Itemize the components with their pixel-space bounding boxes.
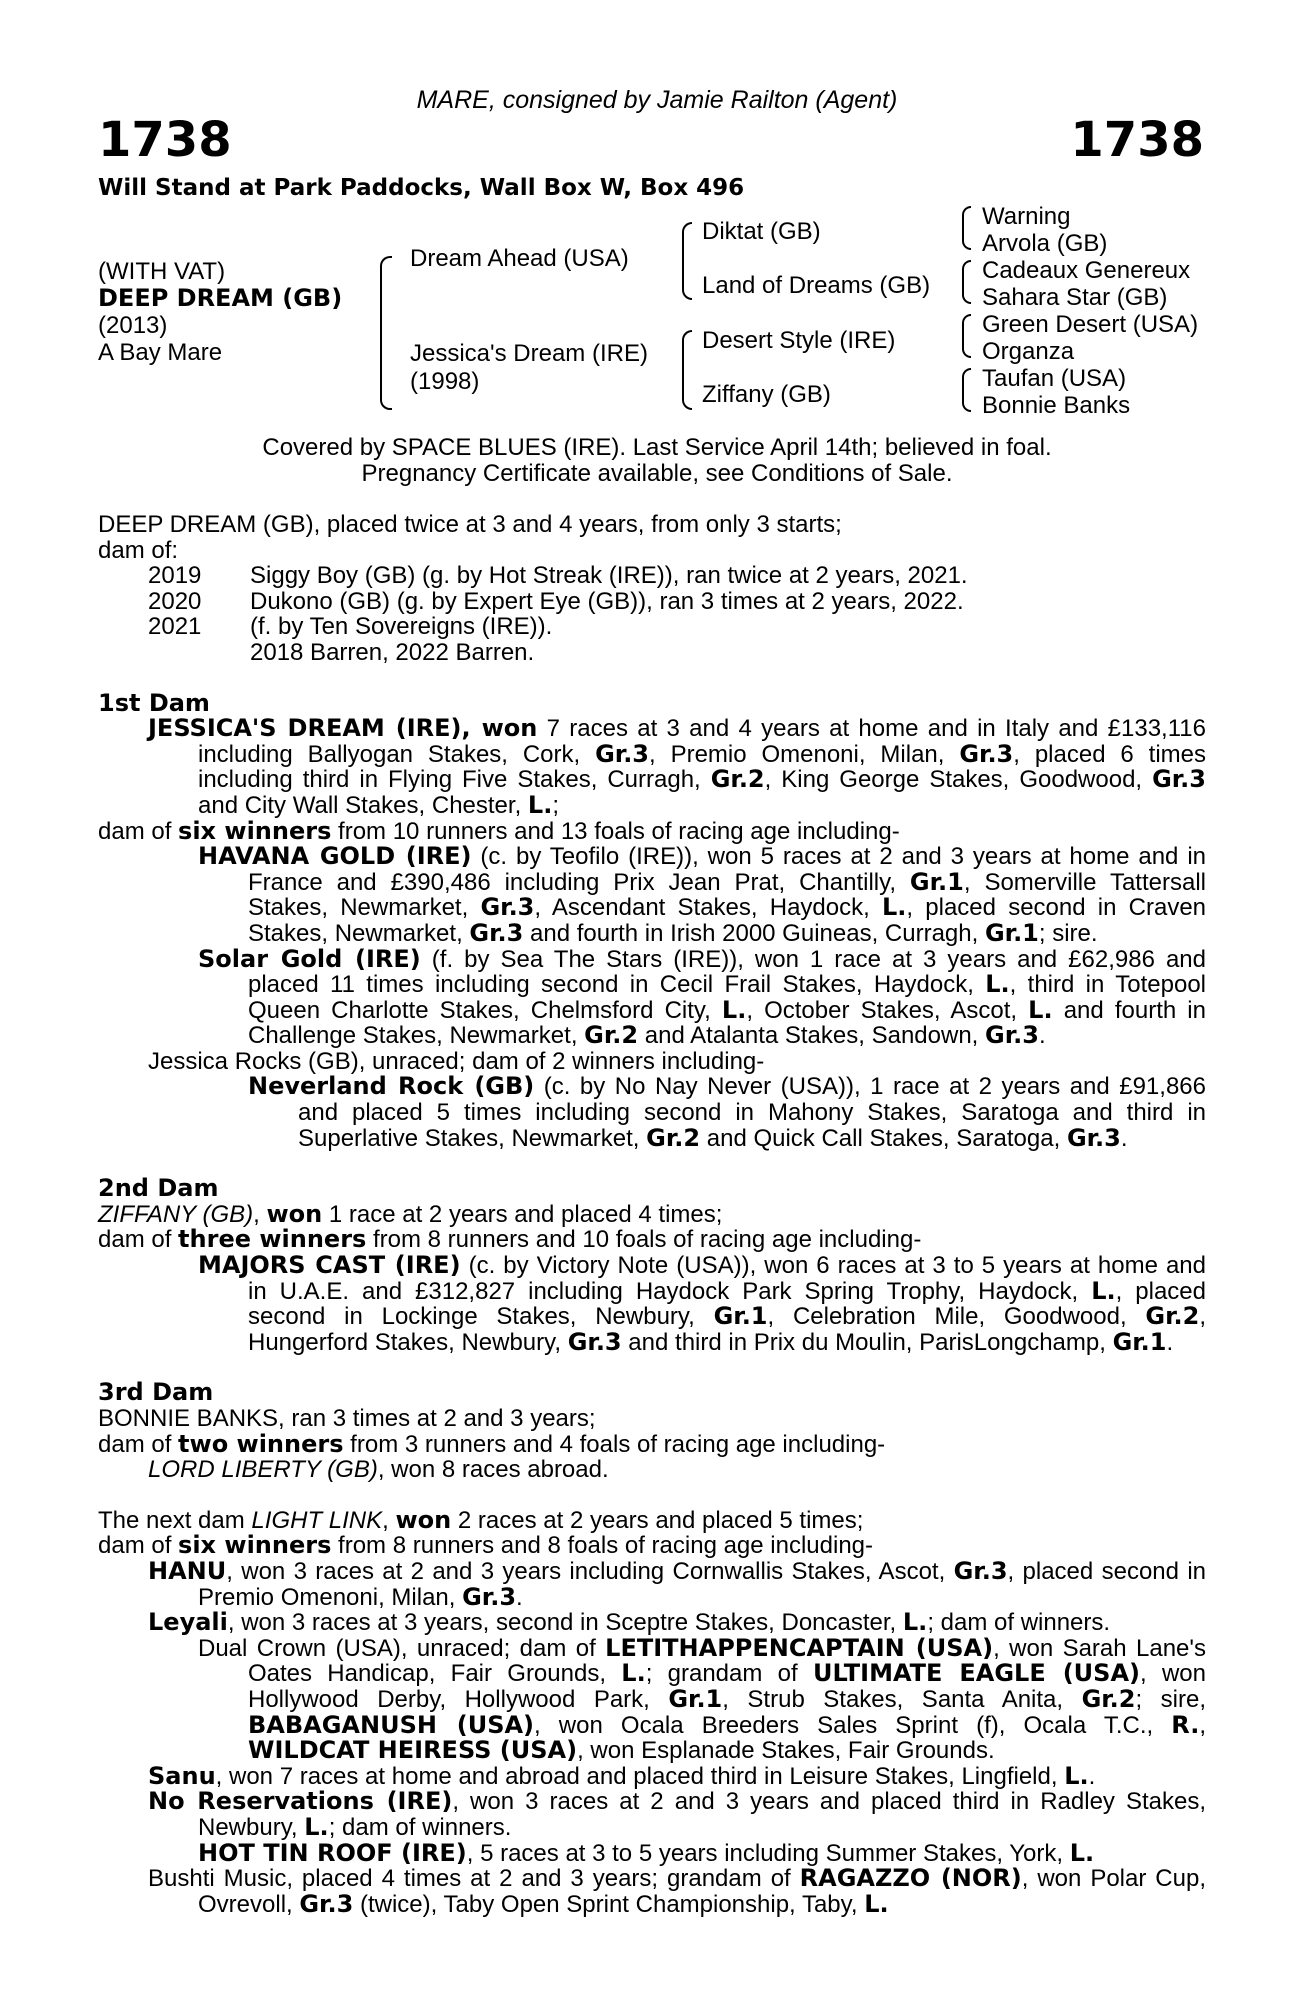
brace-gen3-2 — [962, 260, 971, 304]
produce-year: 2021 — [148, 613, 202, 641]
brace-gen1 — [380, 256, 392, 410]
first-dam-record: JESSICA'S DREAM (IRE), won 7 races at 3 and 4 years at home and in Italy and £133,116 including Ballyogan Stakes, Cork, Gr.3, Premio Omenoni, Milan, Gr.3, placed 6 times including third in Flying Five Stakes, Curragh, Gr.2, King George Stakes, Goodwood, Gr.3 and City Wall Stakes, Chester, L.; — [148, 714, 1206, 819]
second-dam-record: ZIFFANY (GB), won 1 race at 2 years and placed 4 times; — [98, 1199, 723, 1228]
brace-gen2-top — [682, 222, 692, 300]
produce-hot-tin-roof: HOT TIN ROOF (IRE), 5 races at 3 to 5 years including Summer Stakes, York, L. — [198, 1838, 1095, 1867]
g3-1: Warning — [982, 203, 1071, 230]
brace-gen3-1 — [962, 206, 971, 250]
covered-note — [0, 435, 1314, 487]
horse-description: A Bay Mare — [98, 339, 223, 366]
dam-year: (1998) — [410, 368, 480, 395]
g3-4: Sahara Star (GB) — [982, 284, 1168, 311]
produce-text: 2018 Barren, 2022 Barren. — [250, 638, 535, 666]
produce-year — [148, 640, 250, 666]
produce-solar-gold: Solar Gold (IRE) (f. by Sea The Stars (IRE)), won 1 race at 3 years and £62,986 and placed 11 times including second in Cecil Frail Stakes, Haydock, L., third in Totepool Queen Charlotte Stakes, Chelmsford City, L., October Stakes, Ascot, L. and fourth in Challenge Stakes, Newmarket, Gr.2 and Atalanta Stakes, Sandown, Gr.3. — [198, 944, 1207, 1050]
sire-name: Dream Ahead (USA) — [410, 245, 629, 272]
produce-havana-gold: HAVANA GOLD (IRE) (c. by Teofilo (IRE)), won 5 races at 2 and 3 years at home and in France and £390,486 including Prix Jean Prat, Chantilly, Gr.1, Somerville Tattersall Stakes, Newmarket, Gr.3, Ascendant Stakes, Haydock, L., placed second in Craven Stakes, Newmarket, Gr.3 and fourth in Irish 2000 Guineas, Curragh, Gr.1; sire. — [198, 842, 1207, 947]
g3-7: Taufan (USA) — [982, 365, 1127, 392]
dam-name: Jessica's Dream (IRE) — [410, 340, 648, 367]
next-dam-record: The next dam LIGHT LINK, won 2 races at 2 years and placed 5 times; — [98, 1505, 864, 1534]
catalogue-body — [98, 512, 1206, 1917]
produce-lord-liberty: LORD LIBERTY (GB), won 8 races abroad. — [148, 1456, 609, 1484]
third-dam-record: BONNIE BANKS, ran 3 times at 2 and 3 years; — [98, 1405, 596, 1432]
produce-text: Siggy Boy (GB) (g. by Hot Streak (IRE)), ran twice at 2 years, 2021. — [250, 562, 968, 590]
produce-text: Dukono (GB) (g. by Expert Eye (GB)), ran 3 times at 2 years, 2022. — [250, 587, 964, 615]
lot-number-left: 1738 — [98, 112, 232, 168]
second-dam-heading: 2nd Dam — [98, 1174, 219, 1203]
produce-majors-cast: MAJORS CAST (IRE) (c. by Victory Note (USA)), won 6 races at 3 to 5 years at home and in U.A.E. and £312,827 including Haydock Park Spring Trophy, Haydock, L., placed second in Lockinge Stakes, Newbury, Gr.1, Celebration Mile, Goodwood, Gr.2, Hungerford Stakes, Newbury, Gr.3 and third in Prix du Moulin, ParisLongchamp, Gr.1. — [198, 1251, 1207, 1356]
sire-dam: Land of Dreams (GB) — [702, 272, 931, 299]
brace-gen3-3 — [962, 314, 971, 358]
g3-3: Cadeaux Genereux — [982, 257, 1191, 284]
produce-hanu: HANU, won 3 races at 2 and 3 years including Cornwallis Stakes, Ascot, Gr.3, placed second in Premio Omenoni, Milan, Gr.3. — [148, 1556, 1206, 1611]
g3-6: Organza — [982, 338, 1075, 365]
produce-leyali: Leyali, won 3 races at 3 years, second in Sceptre Stakes, Doncaster, L.; dam of winners. — [148, 1608, 1111, 1637]
produce-sanu: Sanu, won 7 races at home and abroad and placed third in Leisure Stakes, Lingfield, L.. — [148, 1761, 1096, 1790]
first-dam-produce-summary: dam of six winners from 10 runners and 13 foals of racing age including- — [98, 816, 900, 845]
covered-line-1: Covered by SPACE BLUES (IRE). Last Service April 14th; believed in foal. — [262, 434, 1052, 461]
produce-row — [98, 563, 1206, 589]
brace-gen3-4 — [962, 368, 971, 412]
produce-jessica-rocks: Jessica Rocks (GB), unraced; dam of 2 winners including- — [148, 1047, 765, 1075]
next-dam-produce-summary: dam of six winners from 8 runners and 8 foals of racing age including- — [98, 1531, 874, 1560]
consignor-line: MARE, consigned by Jamie Railton (Agent) — [416, 86, 898, 114]
horse-year: (2013) — [98, 312, 168, 339]
third-dam-heading: 3rd Dam — [98, 1378, 214, 1407]
produce-bushti-music: Bushti Music, placed 4 times at 2 and 3 years; grandam of RAGAZZO (NOR), won Polar Cup, Ovrevoll, Gr.3 (twice), Taby Open Sprint Championship, Taby, L. — [148, 1864, 1206, 1918]
vat-note: (WITH VAT) — [98, 258, 226, 285]
first-dam-heading: 1st Dam — [98, 688, 210, 717]
third-dam-produce-summary: dam of two winners from 3 runners and 4 foals of racing age including- — [98, 1429, 886, 1458]
produce-year: 2019 — [148, 562, 202, 590]
produce-neverland-rock: Neverland Rock (GB) (c. by No Nay Never (USA)), 1 race at 2 years and £91,866 and placed 5 times including second in Mahony Stakes, Saratoga and third in Superlative Stakes, Newmarket, Gr.2 and Quick Call Stakes, Saratoga, Gr.3. — [248, 1072, 1206, 1152]
produce-row — [98, 614, 1206, 640]
produce-intro: DEEP DREAM (GB), placed twice at 3 and 4 years, from only 3 starts; — [98, 511, 842, 538]
dam-sire: Desert Style (IRE) — [702, 327, 896, 354]
sire-sire: Diktat (GB) — [702, 218, 821, 245]
g3-2: Arvola (GB) — [982, 230, 1108, 257]
horse-name: DEEP DREAM (GB) — [98, 284, 343, 312]
g3-8: Bonnie Banks — [982, 392, 1131, 419]
produce-year: 2020 — [148, 587, 202, 615]
produce-row — [98, 589, 1206, 615]
stand-location: Will Stand at Park Paddocks, Wall Box W, Box 496 — [98, 175, 745, 201]
produce-dual-crown: Dual Crown (USA), unraced; dam of LETITHAPPENCAPTAIN (USA), won Sarah Lane's Oates Handicap, Fair Grounds, L.; grandam of ULTIMATE EAGLE (USA), won Hollywood Derby, Hollywood Park, Gr.1, Strub Stakes, Santa Anita, Gr.2; sire, BABAGANUSH (USA), won Ocala Breeders Sales Sprint (f), Ocala T.C., R., WILDCAT HEIRESS (USA), won Esplanade Stakes, Fair Grounds. — [198, 1633, 1207, 1765]
produce-text: (f. by Ten Sovereigns (IRE)). — [250, 613, 553, 641]
brace-gen2-bottom — [682, 330, 692, 410]
produce-dam-of: dam of: — [98, 536, 179, 564]
covered-line-2: Pregnancy Certificate available, see Conditions of Sale. — [361, 460, 953, 487]
produce-row — [98, 640, 1206, 666]
dam-dam: Ziffany (GB) — [702, 381, 831, 408]
horse-info — [98, 258, 342, 366]
second-dam-produce-summary: dam of three winners from 8 runners and 10 foals of racing age including- — [98, 1225, 922, 1254]
lot-number-right: 1738 — [1070, 112, 1204, 168]
g3-5: Green Desert (USA) — [982, 311, 1199, 338]
produce-no-reservations: No Reservations (IRE), won 3 races at 2 and 3 years and placed third in Radley Stakes, Newbury, L.; dam of winners. — [148, 1787, 1206, 1841]
